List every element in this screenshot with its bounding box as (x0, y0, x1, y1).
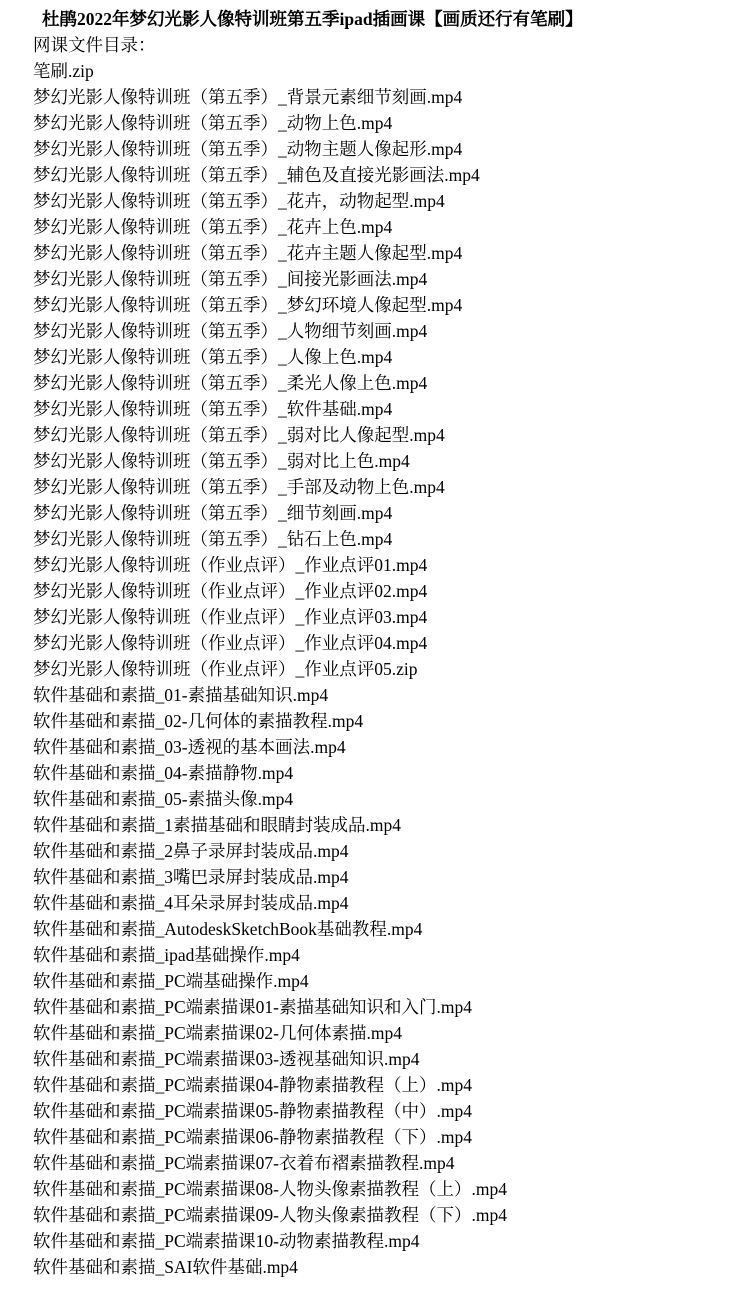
file-item: 梦幻光影人像特训班（第五季）_动物上色.mp4 (33, 113, 393, 133)
file-item: 梦幻光影人像特训班（第五季）_背景元素细节刻画.mp4 (33, 87, 463, 107)
file-item: 梦幻光影人像特训班（作业点评）_作业点评01.mp4 (33, 555, 428, 575)
file-item: 软件基础和素描_ipad基础操作.mp4 (33, 945, 300, 965)
file-item: 笔刷.zip (33, 61, 94, 81)
file-item: 梦幻光影人像特训班（第五季）_花卉，动物起型.mp4 (33, 191, 445, 211)
file-item: 软件基础和素描_PC端素描课10-动物素描教程.mp4 (33, 1231, 420, 1251)
file-item: 软件基础和素描_PC端素描课02-几何体素描.mp4 (33, 1023, 402, 1043)
file-item: 软件基础和素描_04-素描静物.mp4 (33, 763, 294, 783)
file-item: 梦幻光影人像特训班（第五季）_钻石上色.mp4 (33, 529, 393, 549)
file-item: 软件基础和素描_PC端素描课03-透视基础知识.mp4 (33, 1049, 420, 1069)
file-item: 梦幻光影人像特训班（第五季）_动物主题人像起形.mp4 (33, 139, 463, 159)
file-item: 软件基础和素描_4耳朵录屏封装成品.mp4 (33, 893, 349, 913)
file-item: 梦幻光影人像特训班（第五季）_手部及动物上色.mp4 (33, 477, 445, 497)
file-item: 梦幻光影人像特训班（作业点评）_作业点评02.mp4 (33, 581, 428, 601)
file-item: 软件基础和素描_SAI软件基础.mp4 (33, 1257, 298, 1277)
file-item: 软件基础和素描_PC端素描课01-素描基础知识和入门.mp4 (33, 997, 472, 1017)
file-item: 软件基础和素描_PC端基础操作.mp4 (33, 971, 309, 991)
file-item: 梦幻光影人像特训班（第五季）_细节刻画.mp4 (33, 503, 393, 523)
file-item: 软件基础和素描_PC端素描课06-静物素描教程（下）.mp4 (33, 1127, 472, 1147)
file-item: 梦幻光影人像特训班（第五季）_间接光影画法.mp4 (33, 269, 428, 289)
file-item: 软件基础和素描_PC端素描课05-静物素描教程（中）.mp4 (33, 1101, 472, 1121)
file-item: 梦幻光影人像特训班（作业点评）_作业点评04.mp4 (33, 633, 428, 653)
file-item: 软件基础和素描_PC端素描课09-人物头像素描教程（下）.mp4 (33, 1205, 507, 1225)
file-item: 软件基础和素描_02-几何体的素描教程.mp4 (33, 711, 364, 731)
file-item: 梦幻光影人像特训班（第五季）_弱对比上色.mp4 (33, 451, 410, 471)
file-item: 软件基础和素描_PC端素描课07-衣着布褶素描教程.mp4 (33, 1153, 455, 1173)
file-item: 梦幻光影人像特训班（第五季）_花卉主题人像起型.mp4 (33, 243, 463, 263)
file-item: 软件基础和素描_2鼻子录屏封装成品.mp4 (33, 841, 349, 861)
file-item: 梦幻光影人像特训班（第五季）_弱对比人像起型.mp4 (33, 425, 445, 445)
file-item: 软件基础和素描_01-素描基础知识.mp4 (33, 685, 329, 705)
file-item: 梦幻光影人像特训班（第五季）_软件基础.mp4 (33, 399, 393, 419)
file-item: 梦幻光影人像特训班（作业点评）_作业点评05.zip (33, 659, 418, 679)
file-item: 软件基础和素描_05-素描头像.mp4 (33, 789, 294, 809)
file-item: 梦幻光影人像特训班（第五季）_人物细节刻画.mp4 (33, 321, 428, 341)
file-item: 软件基础和素描_03-透视的基本画法.mp4 (33, 737, 346, 757)
file-item: 软件基础和素描_PC端素描课08-人物头像素描教程（上）.mp4 (33, 1179, 507, 1199)
file-item: 软件基础和素描_AutodeskSketchBook基础教程.mp4 (33, 919, 423, 939)
file-item: 梦幻光影人像特训班（第五季）_人像上色.mp4 (33, 347, 393, 367)
file-item: 软件基础和素描_PC端素描课04-静物素描教程（上）.mp4 (33, 1075, 472, 1095)
file-item: 梦幻光影人像特训班（作业点评）_作业点评03.mp4 (33, 607, 428, 627)
file-item: 梦幻光影人像特训班（第五季）_辅色及直接光影画法.mp4 (33, 165, 480, 185)
directory-label: 网课文件目录： (33, 35, 156, 55)
file-item: 梦幻光影人像特训班（第五季）_花卉上色.mp4 (33, 217, 393, 237)
file-item: 梦幻光影人像特训班（第五季）_柔光人像上色.mp4 (33, 373, 428, 393)
file-list (33, 58, 740, 1280)
page-title: 杜鹃2022年梦幻光影人像特训班第五季ipad插画课【画质还行有笔刷】 (42, 9, 583, 29)
file-item: 梦幻光影人像特训班（第五季）_梦幻环境人像起型.mp4 (33, 295, 463, 315)
file-item: 软件基础和素描_3嘴巴录屏封装成品.mp4 (33, 867, 349, 887)
file-item: 软件基础和素描_1素描基础和眼睛封装成品.mp4 (33, 815, 401, 835)
